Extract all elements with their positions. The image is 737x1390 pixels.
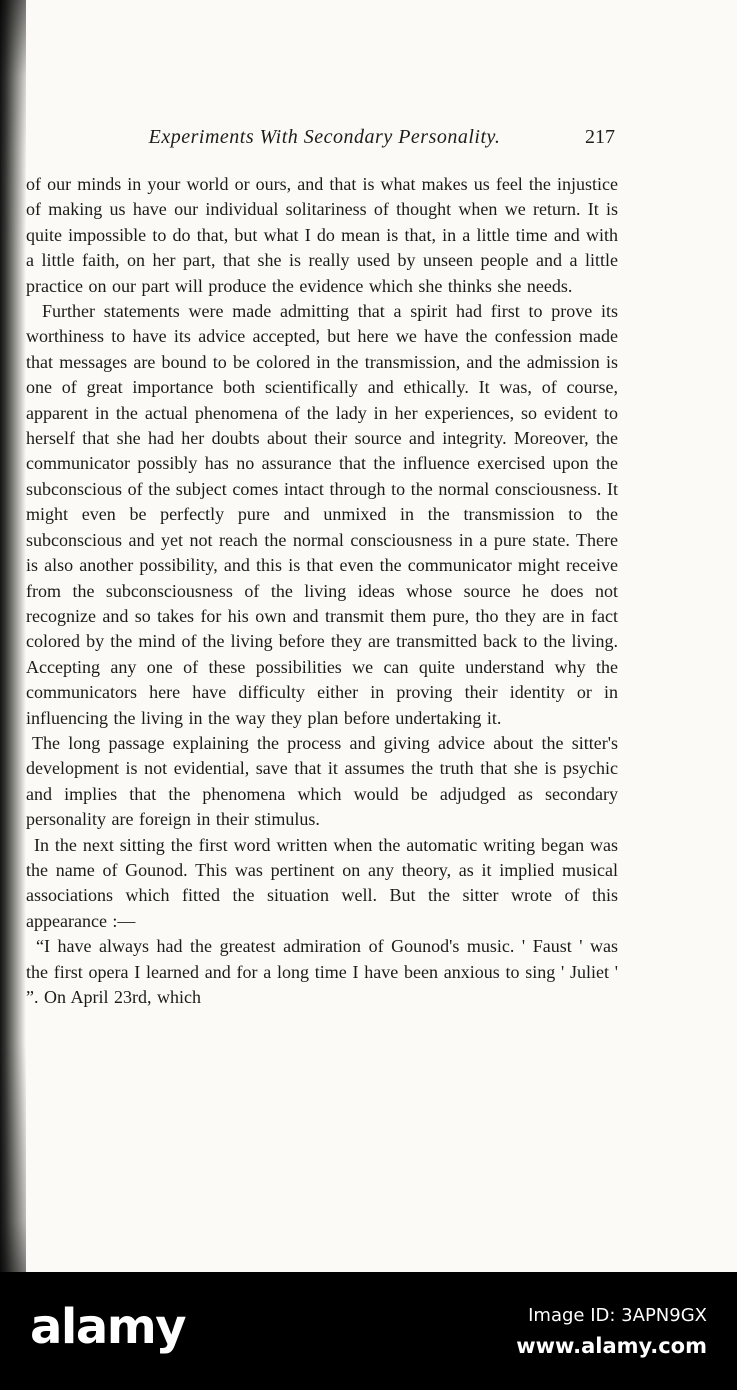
watermark-info [516, 1305, 707, 1358]
page-header [30, 126, 615, 149]
alamy-url-text: www.alamy.com [516, 1333, 707, 1358]
paragraph: The long passage explaining the process and giving advice about the sitter's development is not evidential, save that it assumes the truth that she is psychic and implies that the phenomena which would be adjudged as secondary personality are foreign in their stimulus. [26, 732, 618, 830]
body-text [26, 172, 618, 1010]
alamy-logo: alamy [30, 1299, 186, 1355]
paragraph: of our minds in your world or ours, and that is what makes us feel the injustice of making us have our individual solitariness of thought when we return. It is quite impossible to do that, but what I do mean is that, in a little time and with a little faith, on her part, that she is really used by unseen people and a little practice on our part will produce the evidence which she thinks she needs. [26, 174, 618, 296]
book-binding-shadow [0, 0, 26, 1272]
running-head-title: Experiments With Secondary Personality. [148, 126, 501, 148]
image-id-text: Image ID: 3APN9GX [528, 1304, 707, 1326]
paragraph: Further statements were made admitting that a spirit had first to prove its worthiness to have its advice accepted, but here we have the confession made that messages are bound to be colored in the transmission, and the admission is one of great importance both scientifically and ethically. It was, of course, apparent in the actual phenomena of the lady in her experiences, so evident to herself that she had her doubts about their source and integrity. Moreover, the communicator possibly has no assurance that the influence exercised upon the subconscious of the subject comes intact through to the normal consciousness. It might even be perfectly pure and unmixed in the transmission to the subconscious and yet not reach the normal consciousness in a pure state. There is also another possibility, and this is that even the communicator might receive from the subconsciousness of the living ideas whose source he does not recognize and so takes for his own and transmit them pure, tho they are in fact colored by the mind of the living before they are transmitted back to the living. Accepting any one of these possibilities we can quite understand why the communicators here have difficulty either in proving their identity or in influencing the living in the way they plan before undertaking it. [26, 301, 618, 728]
paragraph: “I have always had the greatest admiration of Gounod's music. ' Faust ' was the first opera I learned and for a long time I have been anxious to sing ' Juliet ' ”. On April 23rd, which [26, 936, 618, 1007]
paragraph: In the next sitting the first word written when the automatic writing began was the name of Gounod. This was pertinent on any theory, as it implied musical associations which fitted the situation well. But the sitter wrote of this appearance :— [26, 834, 618, 931]
watermark-bar [0, 1272, 737, 1390]
page-number: 217 [585, 126, 615, 148]
